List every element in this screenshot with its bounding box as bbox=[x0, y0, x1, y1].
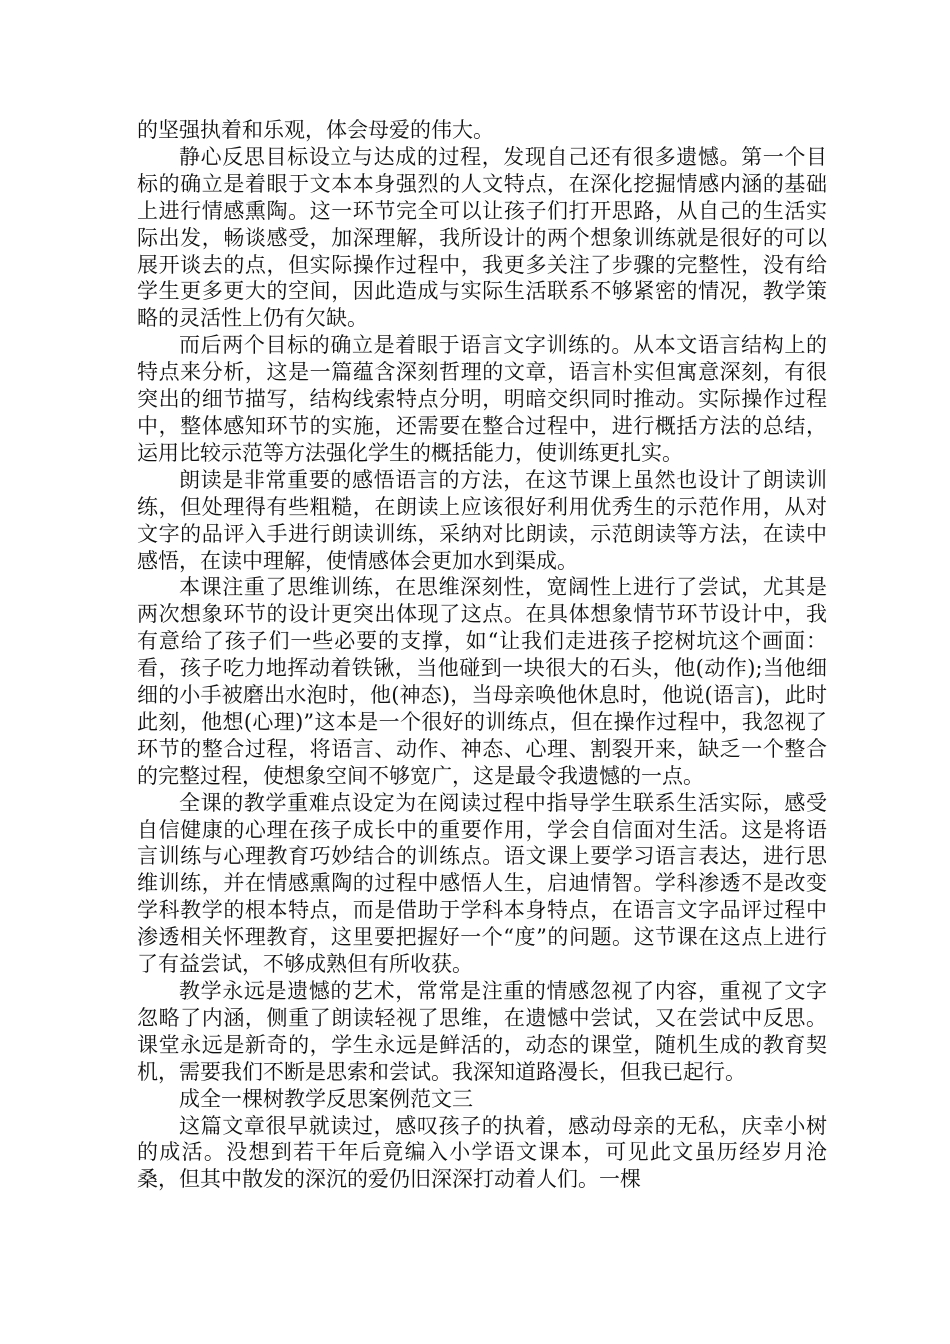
paragraph-sample-three-intro: 这篇文章很早就读过，感叹孩子的执着，感动母亲的无私，庆幸小树的成活。没想到若干年后竟编入小学语文课本，可见此文虽历经岁月沧桑，但其中散发的深沉的爱仍旧深深打动着人们。一棵 bbox=[137, 1113, 827, 1192]
section-heading: 成全一棵树教学反思案例范文三 bbox=[179, 1086, 473, 1111]
paragraph-continuation: 的坚强执着和乐观，体会母爱的伟大。 bbox=[137, 118, 494, 142]
paragraph-conclusion: 教学永远是遗憾的艺术，常常是注重的情感忽视了内容，重视了文字忽略了内涵，侧重了朗读轻视了思维，在遗憾中尝试，又在尝试中反思。课堂永远是新奇的，学生永远是鲜活的，动态的课堂，随机生成的教育契机，需要我们不断是思索和尝试。我深知道路漫长，但我已起行。 bbox=[137, 979, 827, 1084]
paragraph-language-training: 而后两个目标的确立是着眼于语言文字训练的。从本文语言结构上的特点来分析，这是一篇蕴含深刻哲理的文章，语言朴实但寓意深刻，有很突出的细节描写，结构线索特点分明，明暗交织同时推动。实际操作过程中，整体感知环节的实施，还需要在整合过程中，进行概括方法的总结，运用比较示范等方法强化学生的概括能力，使训练更扎实。 bbox=[137, 333, 827, 465]
paragraph-key-points: 全课的教学重难点设定为在阅读过程中指导学生联系生活实际，感受自信健康的心理在孩子成长中的重要作用，学会自信面对生活。这是将语言训练与心理教育巧妙结合的训练点。语文课上要学习语言表达，进行思维训练，并在情感熏陶的过程中感悟人生，启迪情智。学科渗透不是改变学科教学的根本特点，而是借助于学科本身特点，在语言文字品评过程中渗透相关怀理教育，这里要把握好一个“度”的问题。这节课在这点上进行了有益尝试，不够成熟但有所收获。 bbox=[137, 790, 827, 977]
paragraph-goal-reflection: 静心反思目标设立与达成的过程，发现自己还有很多遗憾。第一个目标的确立是着眼于文本本身强烈的人文特点，在深化挖掘情感内涵的基础上进行情感熏陶。这一环节完全可以让孩子们打开思路，从自己的生活实际出发，畅谈感受，加深理解，我所设计的两个想象训练就是很好的可以展开谈去的点，但实际操作过程中，我更多关注了步骤的完整性，没有给学生更多更大的空间，因此造成与实际生活联系不够紧密的情况，教学策略的灵活性上仍有欠缺。 bbox=[137, 144, 827, 331]
document-body bbox=[137, 117, 827, 1193]
paragraph-thinking-training: 本课注重了思维训练，在思维深刻性，宽阔性上进行了尝试，尤其是两次想象环节的设计更突出体现了这点。在具体想象情节环节设计中，我有意给了孩子们一些必要的支撑，如“让我们走进孩子挖树坑这个画面：看，孩子吃力地挥动着铁锹，当他碰到一块很大的石头，他(动作);当他细细的小手被磨出水泡时，他(神态)，当母亲唤他休息时，他说(语言)，此时此刻，他想(心理)”这本是一个很好的训练点，但在操作过程中，我忽视了环节的整合过程，将语言、动作、神态、心理、割裂开来，缺乏一个整合的完整过程，使想象空间不够宽广，这是最令我遗憾的一点。 bbox=[137, 575, 827, 788]
paragraph-reading-aloud: 朗读是非常重要的感悟语言的方法，在这节课上虽然也设计了朗读训练，但处理得有些粗糙，在朗读上应该很好利用优秀生的示范作用，从对文字的品评入手进行朗读训练，采纳对比朗读，示范朗读等方法，在读中感悟，在读中理解，使情感体会更加水到渠成。 bbox=[137, 467, 827, 573]
